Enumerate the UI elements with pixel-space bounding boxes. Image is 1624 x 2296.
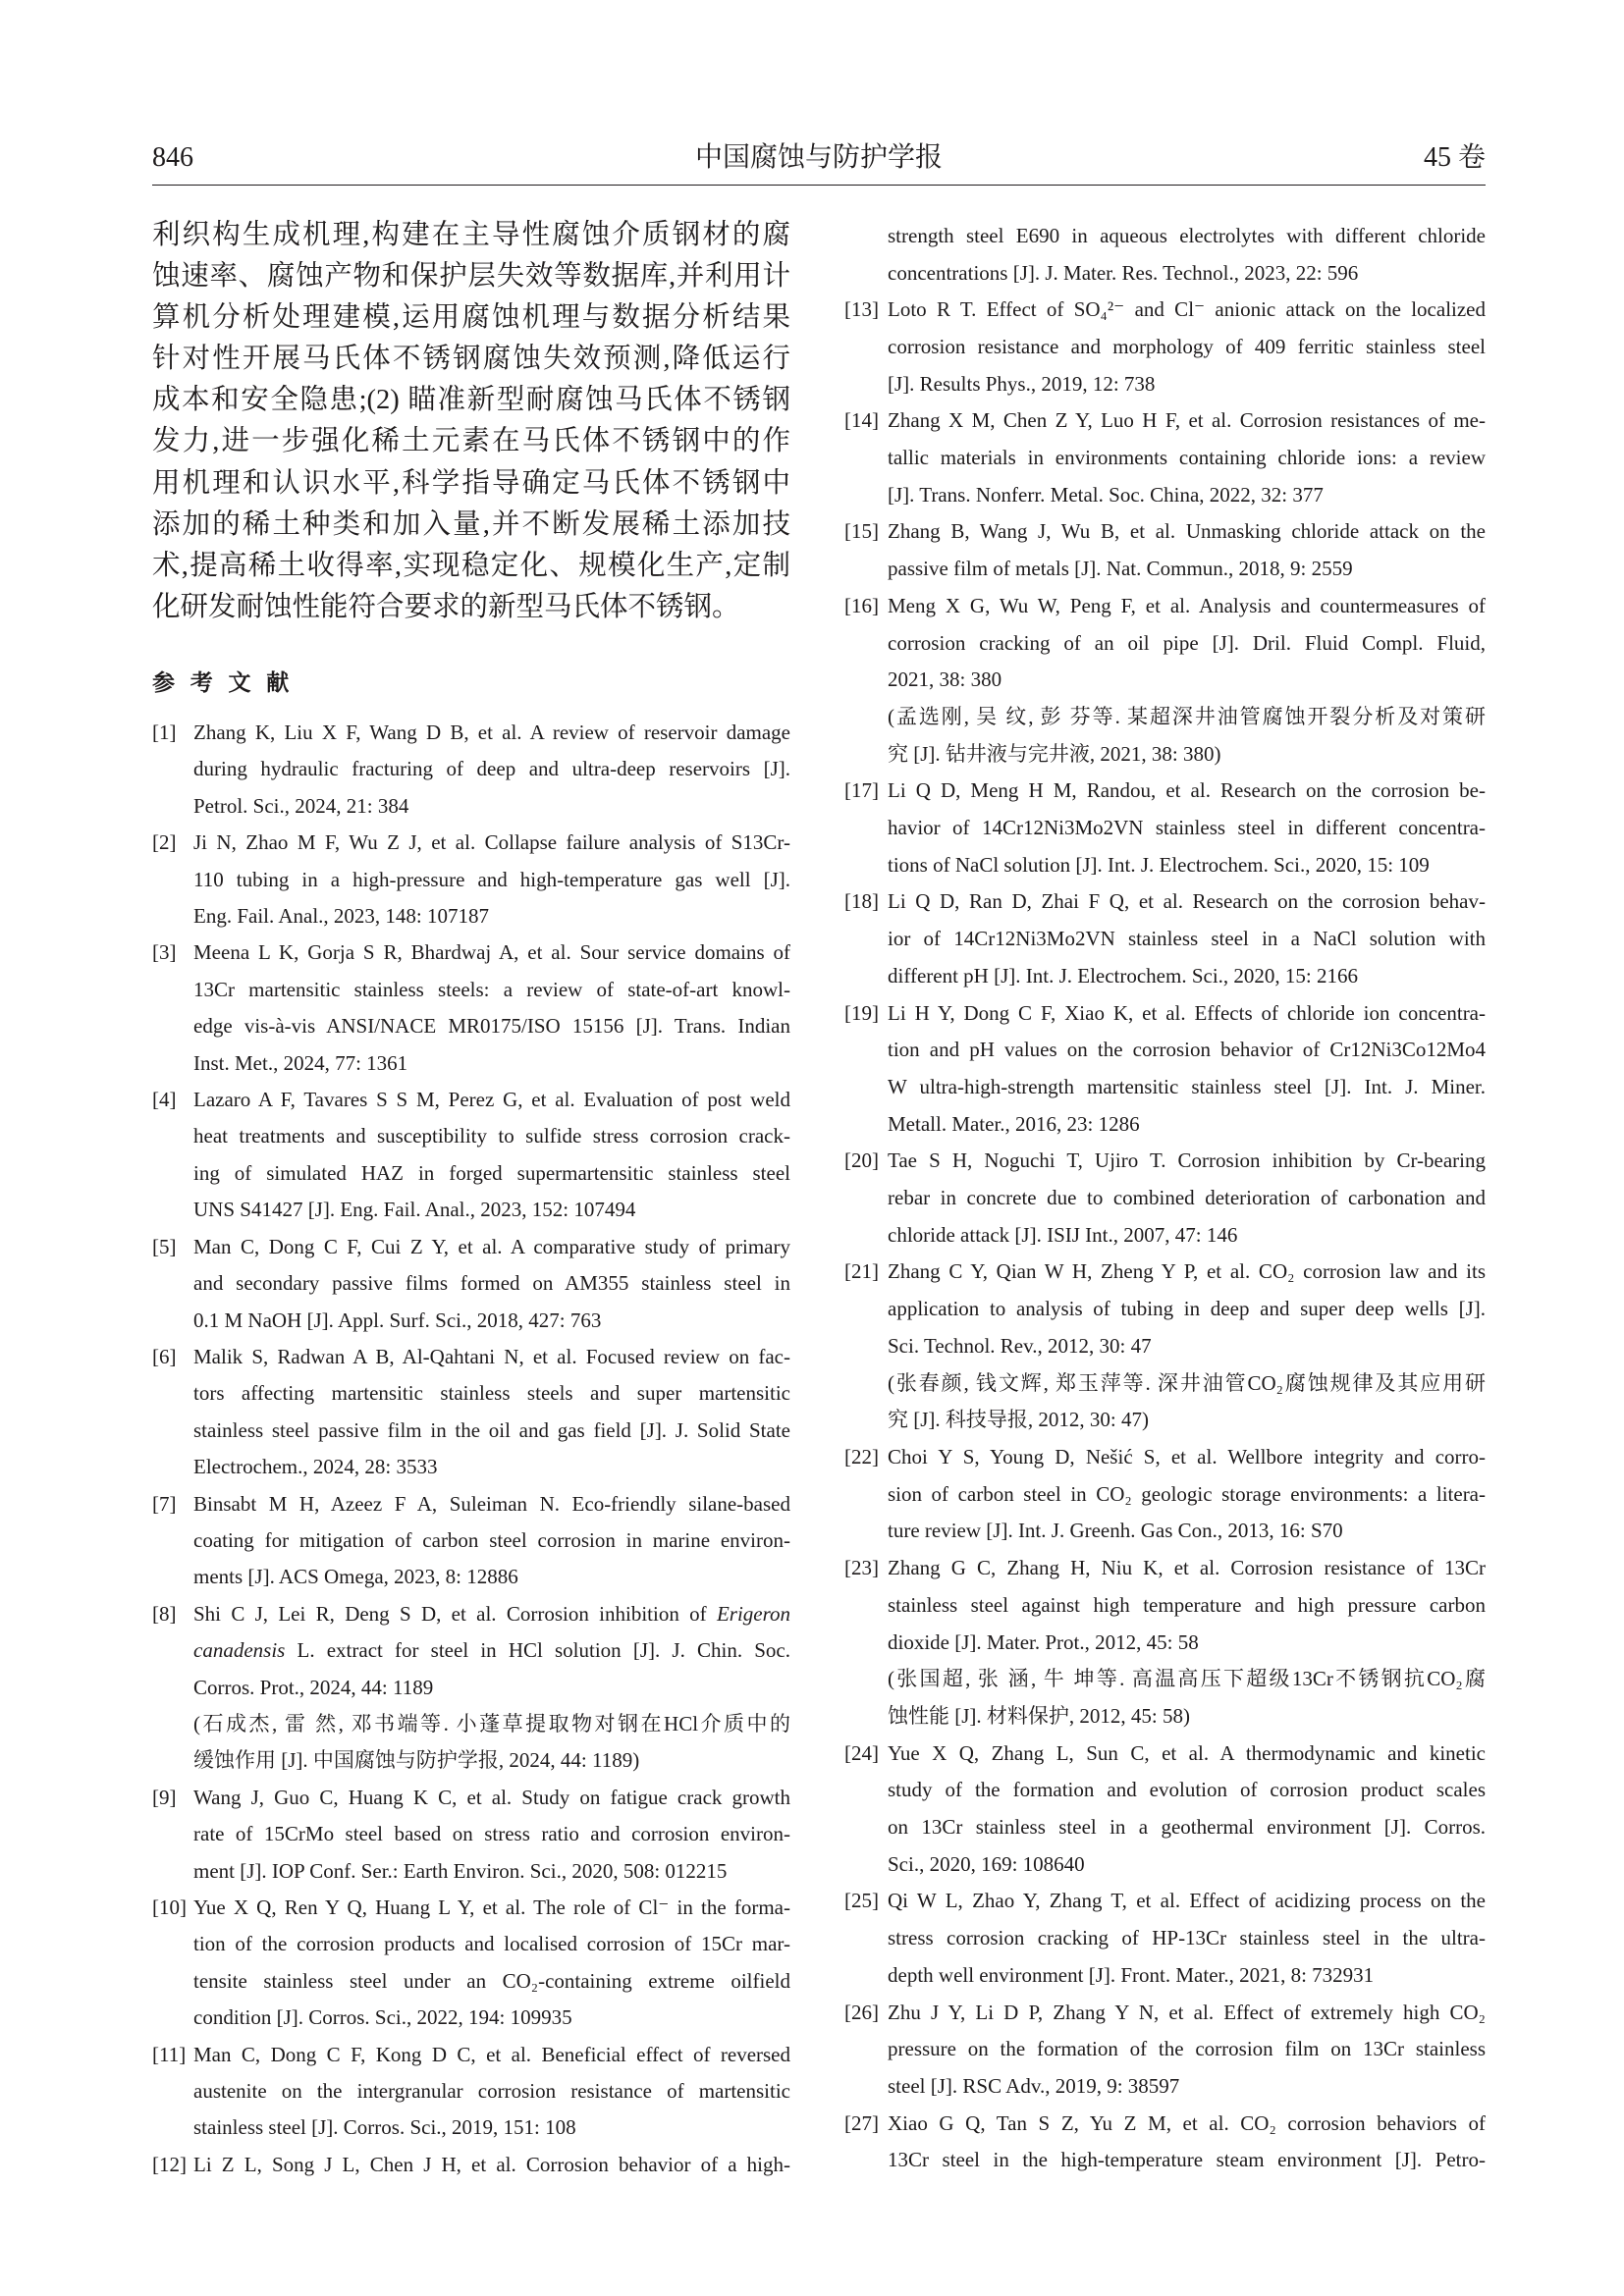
reference-line: Ji N, Zhao M F, Wu Z J, et al. Collapse failure analysis of S13Cr- xyxy=(193,830,790,855)
reference-line: 13Cr martensitic stainless steels: a review of state-of-art knowl- xyxy=(193,977,790,1001)
reference-text xyxy=(888,1550,1486,1735)
paragraph-line: 利织构生成机理,构建在主导性腐蚀介质钢材的腐 xyxy=(152,220,790,250)
reference-label: [1] xyxy=(152,721,177,744)
reference-text xyxy=(888,883,1486,994)
reference-line: tion and pH values on the corrosion behavior of Cr12Ni3Co12Mo4 xyxy=(888,1038,1486,1062)
reference-entry xyxy=(844,1143,1486,1254)
reference-line: stress corrosion cracking of HP-13Cr stainless steel in the ultra- xyxy=(888,1926,1486,1950)
reference-line: UNS S41427 [J]. Eng. Fail. Anal., 2023, 152: 107494 xyxy=(193,1198,636,1222)
reference-text xyxy=(888,1439,1486,1550)
header-rule xyxy=(152,185,1486,186)
paragraph-line: 添加的稀土种类和加入量,并不断发展稀土添加技 xyxy=(152,508,790,540)
reference-line: austenite on the intergranular corrosion resistance of martensitic xyxy=(193,2079,790,2104)
reference-line: Zhang K, Liu X F, Wang D B, et al. A review of reservoir damage xyxy=(193,721,790,744)
reference-line: pressure on the formation of the corrosion film on 13Cr stainless xyxy=(888,2037,1486,2061)
paragraph-line: 成本和安全隐患;(2) 瞄准新型耐腐蚀马氏体不锈钢 xyxy=(152,385,790,416)
reference-text xyxy=(193,1082,790,1229)
reference-line: (张国超, 张 涵, 牛 坤等. 高温高压下超级13Cr不锈钢抗CO₂腐 xyxy=(888,1667,1486,1691)
reference-line: havior of 14Cr12Ni3Mo2VN stainless steel in different concentra- xyxy=(888,816,1486,840)
reference-line: corrosion resistance and morphology of 409 ferritic stainless steel xyxy=(888,334,1486,358)
reference-line: tion of the corrosion products and localised corrosion of 15Cr mar- xyxy=(193,1932,790,1956)
reference-line: Li Q D, Ran D, Zhai F Q, et al. Research on the corrosion behav- xyxy=(888,889,1486,914)
reference-line: Zhang B, Wang J, Wu B, et al. Unmasking chloride attack on the xyxy=(888,519,1486,544)
reference-line: Qi W L, Zhao Y, Zhang T, et al. Effect of acidizing process on the xyxy=(888,1889,1486,1913)
reference-label: [13] xyxy=(844,297,879,322)
reference-text xyxy=(888,588,1486,774)
reference-entry xyxy=(152,1780,790,1890)
reference-line: Choi Y S, Young D, Nešić S, et al. Wellbore integrity and corro- xyxy=(888,1445,1486,1468)
reference-line: [J]. Trans. Nonferr. Metal. Soc. China, 2022, 32: 377 xyxy=(888,482,1324,507)
reference-line: Sci. Technol. Rev., 2012, 30: 47 xyxy=(888,1333,1152,1358)
reference-label: [27] xyxy=(844,2110,879,2135)
reference-line: on 13Cr stainless steel in a geothermal environment [J]. Corros. xyxy=(888,1815,1486,1840)
reference-label: [7] xyxy=(152,1491,177,1516)
reference-line: Binsabt M H, Azeez F A, Suleiman N. Eco-friendly silane-based xyxy=(193,1491,790,1516)
reference-line: 究 [J]. 钻井液与完井液, 2021, 38: 380) xyxy=(888,741,1221,766)
reference-entry xyxy=(844,1995,1486,2106)
reference-line: dioxide [J]. Mater. Prot., 2012, 45: 58 xyxy=(888,1629,1199,1654)
reference-text xyxy=(888,1735,1486,1884)
reference-line: Malik S, Radwan A B, Al-Qahtani N, et al. Focused review on fac- xyxy=(193,1344,790,1368)
reference-entry xyxy=(152,1890,790,2037)
reference-line: rebar in concrete due to combined deterioration of carbonation and xyxy=(888,1186,1486,1210)
reference-line: Electrochem., 2024, 28: 3533 xyxy=(193,1455,438,1479)
reference-text xyxy=(888,513,1486,587)
italic-species-name: canadensis xyxy=(193,1638,286,1663)
reference-text xyxy=(888,218,1486,292)
reference-line: Lazaro A F, Tavares S S M, Perez G, et al. Evaluation of post weld xyxy=(193,1088,790,1112)
reference-line: ment [J]. IOP Conf. Ser.: Earth Environ. Sci., 2020, 508: 012215 xyxy=(193,1858,728,1883)
references-left-column xyxy=(152,715,790,2183)
reference-text xyxy=(888,995,1486,1144)
reference-line: Man C, Dong C F, Cui Z Y, et al. A comparative study of primary xyxy=(193,1234,790,1258)
reference-line: Xiao G Q, Tan S Z, Yu Z M, et al. CO₂ corrosion behaviors of xyxy=(888,2110,1486,2135)
reference-text xyxy=(888,1143,1486,1254)
reference-text xyxy=(888,1883,1486,1994)
reference-line: during hydraulic fracturing of deep and ultra-deep reservoirs [J]. xyxy=(193,757,790,781)
reference-line: different pH [J]. Int. J. Electrochem. Sci., 2020, 15: 2166 xyxy=(888,963,1359,988)
paragraph-line: 术,提高稀土收得率,实现稳定化、规模化生产,定制 xyxy=(152,550,790,581)
reference-line: 蚀性能 [J]. 材料保护, 2012, 45: 58) xyxy=(888,1703,1190,1728)
reference-entry xyxy=(844,402,1486,513)
reference-line: ing of simulated HAZ in forged supermartensitic stainless steel xyxy=(193,1160,790,1185)
reference-label: [12] xyxy=(152,2152,187,2176)
reference-line: tensite stainless steel under an CO₂-containing extreme oilfield xyxy=(193,1968,790,1993)
reference-line: Yue X Q, Zhang L, Sun C, et al. A thermodynamic and kinetic xyxy=(888,1740,1486,1765)
reference-line: Inst. Met., 2024, 77: 1361 xyxy=(193,1050,408,1075)
italic-species-name: Erigeron xyxy=(716,1601,790,1626)
references-heading: 参 考 文 献 xyxy=(152,670,295,695)
reference-line: 13Cr steel in the high-temperature steam environment [J]. Petro- xyxy=(888,2148,1486,2172)
reference-label: [9] xyxy=(152,1785,177,1809)
reference-line: Li Q D, Meng H M, Randou, et al. Research on the corrosion be- xyxy=(888,778,1486,803)
reference-label: [25] xyxy=(844,1889,879,1913)
body-paragraph xyxy=(152,215,790,628)
reference-line: sion of carbon steel in CO₂ geologic storage environments: a litera- xyxy=(888,1481,1486,1506)
reference-entry xyxy=(844,1254,1486,1439)
reference-label: [10] xyxy=(152,1896,187,1919)
reference-label: [5] xyxy=(152,1234,177,1258)
reference-label: [26] xyxy=(844,2000,879,2024)
reference-text xyxy=(193,715,790,825)
reference-entry xyxy=(844,588,1486,774)
reference-line: 110 tubing in a high-pressure and high-temperature gas well [J]. xyxy=(193,867,790,891)
paragraph-line: 用机理和认识水平,科学指导确定马氏体不锈钢中 xyxy=(152,467,790,499)
reference-label: [3] xyxy=(152,940,177,965)
reference-line: ments [J]. ACS Omega, 2023, 8: 12886 xyxy=(193,1565,518,1589)
paragraph-line: 化研发耐蚀性能符合要求的新型马氏体不锈钢。 xyxy=(152,591,740,622)
reference-line: (石成杰, 雷 然, 邓书端等. 小蓬草提取物对钢在HCl介质中的 xyxy=(193,1711,790,1735)
paragraph-line: 蚀速率、腐蚀产物和保护层失效等数据库,并利用计 xyxy=(152,261,790,293)
reference-entry xyxy=(152,1486,790,1596)
reference-line: condition [J]. Corros. Sci., 2022, 194: 109935 xyxy=(193,2005,572,2030)
reference-entry xyxy=(152,825,790,934)
reference-label: [8] xyxy=(152,1601,177,1626)
reference-entry xyxy=(844,1550,1486,1735)
reference-entry xyxy=(844,513,1486,587)
reference-line: study of the formation and evolution of corrosion product scales xyxy=(888,1778,1486,1802)
reference-line: Li Z L, Song J L, Chen J H, et al. Corrosion behavior of a high- xyxy=(193,2152,790,2176)
reference-line: Zhang G C, Zhang H, Niu K, et al. Corrosion resistance of 13Cr xyxy=(888,1556,1486,1580)
reference-entry xyxy=(844,218,1486,292)
reference-entry xyxy=(844,1883,1486,1994)
reference-line: and secondary passive films formed on AM355 stainless steel in xyxy=(193,1271,790,1296)
reference-line: Zhang X M, Chen Z Y, Luo H F, et al. Corrosion resistances of me- xyxy=(888,408,1486,433)
reference-line: tors affecting martensitic stainless steels and super martensitic xyxy=(193,1381,790,1406)
reference-line: heat treatments and susceptibility to sulfide stress corrosion crack- xyxy=(193,1124,790,1148)
reference-text xyxy=(888,773,1486,883)
reference-text xyxy=(888,402,1486,513)
reference-line: stainless steel passive film in the oil and gas field [J]. J. Solid State xyxy=(193,1417,790,1442)
reference-line: stainless steel [J]. Corros. Sci., 2019, 151: 108 xyxy=(193,2115,576,2140)
reference-line: concentrations [J]. J. Mater. Res. Technol., 2023, 22: 596 xyxy=(888,260,1359,285)
reference-line: application to analysis of tubing in deep and super deep wells [J]. xyxy=(888,1297,1486,1321)
reference-label: [18] xyxy=(844,889,879,914)
reference-entry xyxy=(844,2106,1486,2179)
reference-label: [19] xyxy=(844,1000,879,1025)
reference-entry xyxy=(152,1339,790,1486)
reference-line: stainless steel against high temperature and high pressure carbon xyxy=(888,1592,1486,1617)
reference-entry xyxy=(152,1596,790,1780)
reference-line: Li H Y, Dong C F, Xiao K, et al. Effects of chloride ion concentra- xyxy=(888,1000,1486,1025)
reference-line: ture review [J]. Int. J. Greenh. Gas Con., 2013, 16: S70 xyxy=(888,1519,1343,1543)
reference-text xyxy=(193,934,790,1082)
reference-label: [2] xyxy=(152,830,177,855)
reference-entry xyxy=(152,715,790,825)
reference-label: [24] xyxy=(844,1740,879,1765)
reference-line xyxy=(193,1596,790,1632)
reference-label: [14] xyxy=(844,408,879,433)
reference-text xyxy=(193,1229,790,1339)
reference-line: Zhu J Y, Li D P, Zhang Y N, et al. Effect of extremely high CO₂ xyxy=(888,2000,1486,2024)
reference-line: Metall. Mater., 2016, 23: 1286 xyxy=(888,1111,1140,1136)
reference-line: strength steel E690 in aqueous electrolytes with different chloride xyxy=(888,223,1486,247)
reference-line xyxy=(193,1632,790,1669)
reference-entry xyxy=(844,1735,1486,1884)
reference-text xyxy=(193,1780,790,1890)
reference-line: 2021, 38: 380 xyxy=(888,667,1002,692)
reference-line: edge vis-à-vis ANSI/NACE MR0175/ISO 15156 [J]. Trans. Indian xyxy=(193,1014,790,1039)
reference-label: [15] xyxy=(844,519,879,544)
reference-line: depth well environment [J]. Front. Mater., 2021, 8: 732931 xyxy=(888,1962,1375,1987)
reference-label: [4] xyxy=(152,1088,177,1112)
reference-entry xyxy=(844,773,1486,883)
reference-line: rate of 15CrMo steel based on stress ratio and corrosion environ- xyxy=(193,1822,790,1846)
reference-text xyxy=(193,825,790,934)
reference-entry xyxy=(152,2147,790,2183)
paragraph-line: 针对性开展马氏体不锈钢腐蚀失效预测,降低运行 xyxy=(152,344,790,375)
reference-label: [11] xyxy=(152,2042,187,2066)
reference-line: W ultra-high-strength martensitic stainless steel [J]. Int. J. Miner. xyxy=(888,1074,1486,1098)
reference-label: [20] xyxy=(844,1148,879,1173)
reference-line: Man C, Dong C F, Kong D C, et al. Beneficial effect of reversed xyxy=(193,2042,790,2066)
reference-line: ior of 14Cr12Ni3Mo2VN stainless steel in a NaCl solution with xyxy=(888,927,1486,951)
reference-line: (张春颜, 钱文辉, 郑玉萍等. 深井油管CO₂腐蚀规律及其应用研 xyxy=(888,1370,1486,1395)
reference-label: [21] xyxy=(844,1259,879,1284)
reference-line: Tae S H, Noguchi T, Ujiro T. Corrosion inhibition by Cr-bearing xyxy=(888,1148,1486,1173)
reference-line: Wang J, Guo C, Huang K C, et al. Study on fatigue crack growth xyxy=(193,1785,790,1809)
reference-label: [22] xyxy=(844,1445,879,1468)
reference-label: [23] xyxy=(844,1556,879,1580)
reference-line: corrosion cracking of an oil pipe [J]. Dril. Fluid Compl. Fluid, xyxy=(888,630,1486,655)
reference-line: [J]. Results Phys., 2019, 12: 738 xyxy=(888,371,1156,396)
references-right-column xyxy=(844,218,1486,2179)
reference-line: Corros. Prot., 2024, 44: 1189 xyxy=(193,1675,434,1699)
reference-entry xyxy=(152,2037,790,2147)
reference-line: Meng X G, Wu W, Peng F, et al. Analysis and countermeasures of xyxy=(888,593,1486,617)
reference-line: chloride attack [J]. ISIJ Int., 2007, 47: 146 xyxy=(888,1222,1238,1247)
reference-text-segment: L. extract for steel in HCl solution [J]. J. Chin. Soc. xyxy=(285,1638,790,1663)
reference-line: Petrol. Sci., 2024, 21: 384 xyxy=(193,793,409,818)
reference-entry xyxy=(152,934,790,1082)
reference-line: 缓蚀作用 [J]. 中国腐蚀与防护学报, 2024, 44: 1189) xyxy=(193,1748,640,1773)
reference-line: tions of NaCl solution [J]. Int. J. Electrochem. Sci., 2020, 15: 109 xyxy=(888,852,1430,877)
journal-title: 中国腐蚀与防护学报 xyxy=(694,142,943,173)
reference-entry xyxy=(844,883,1486,994)
paragraph-line: 算机分析处理建模,运用腐蚀机理与数据分析结果 xyxy=(152,302,790,334)
reference-label: [6] xyxy=(152,1344,177,1368)
reference-text xyxy=(888,292,1486,402)
reference-text xyxy=(193,2147,790,2183)
reference-entry xyxy=(152,1229,790,1339)
page-number: 846 xyxy=(152,142,193,173)
reference-line: Eng. Fail. Anal., 2023, 148: 107187 xyxy=(193,904,489,929)
reference-line: Loto R T. Effect of SO₄²⁻ and Cl⁻ anionic attack on the localized xyxy=(888,297,1486,322)
reference-text xyxy=(193,1486,790,1596)
reference-entry xyxy=(844,292,1486,402)
reference-entry xyxy=(844,1439,1486,1550)
reference-line: Sci., 2020, 169: 108640 xyxy=(888,1851,1085,1876)
reference-text-segment: Shi C J, Lei R, Deng S D, et al. Corrosion inhibition of xyxy=(193,1601,717,1626)
reference-entry xyxy=(844,995,1486,1144)
volume-label: 45 卷 xyxy=(1423,142,1486,173)
reference-text xyxy=(193,2037,790,2147)
reference-text xyxy=(888,1995,1486,2106)
reference-line: Zhang C Y, Qian W H, Zheng Y P, et al. CO₂ corrosion law and its xyxy=(888,1259,1486,1284)
reference-entry xyxy=(152,1082,790,1229)
reference-line: Yue X Q, Ren Y Q, Huang L Y, et al. The role of Cl⁻ in the forma- xyxy=(193,1896,790,1919)
reference-line: coating for mitigation of carbon steel corrosion in marine environ- xyxy=(193,1527,790,1552)
reference-line: 0.1 M NaOH [J]. Appl. Surf. Sci., 2018, 427: 763 xyxy=(193,1308,602,1332)
reference-label: [17] xyxy=(844,778,879,803)
paragraph-line: 发力,进一步强化稀土元素在马氏体不锈钢中的作 xyxy=(152,426,790,457)
reference-text xyxy=(888,2106,1486,2179)
reference-line: passive film of metals [J]. Nat. Commun., 2018, 9: 2559 xyxy=(888,557,1353,581)
reference-line: (孟选刚, 吴 纹, 彭 芬等. 某超深井油管腐蚀开裂分析及对策研 xyxy=(888,704,1486,728)
reference-text xyxy=(193,1339,790,1486)
reference-text xyxy=(193,1596,790,1780)
reference-text xyxy=(193,1890,790,2037)
reference-line: Meena L K, Gorja S R, Bhardwaj A, et al. Sour service domains of xyxy=(193,940,790,965)
reference-line: tallic materials in environments containing chloride ions: a review xyxy=(888,446,1486,470)
reference-line: 究 [J]. 科技导报, 2012, 30: 47) xyxy=(888,1408,1149,1432)
reference-text xyxy=(888,1254,1486,1439)
reference-label: [16] xyxy=(844,593,879,617)
reference-line: steel [J]. RSC Adv., 2019, 9: 38597 xyxy=(888,2073,1180,2098)
